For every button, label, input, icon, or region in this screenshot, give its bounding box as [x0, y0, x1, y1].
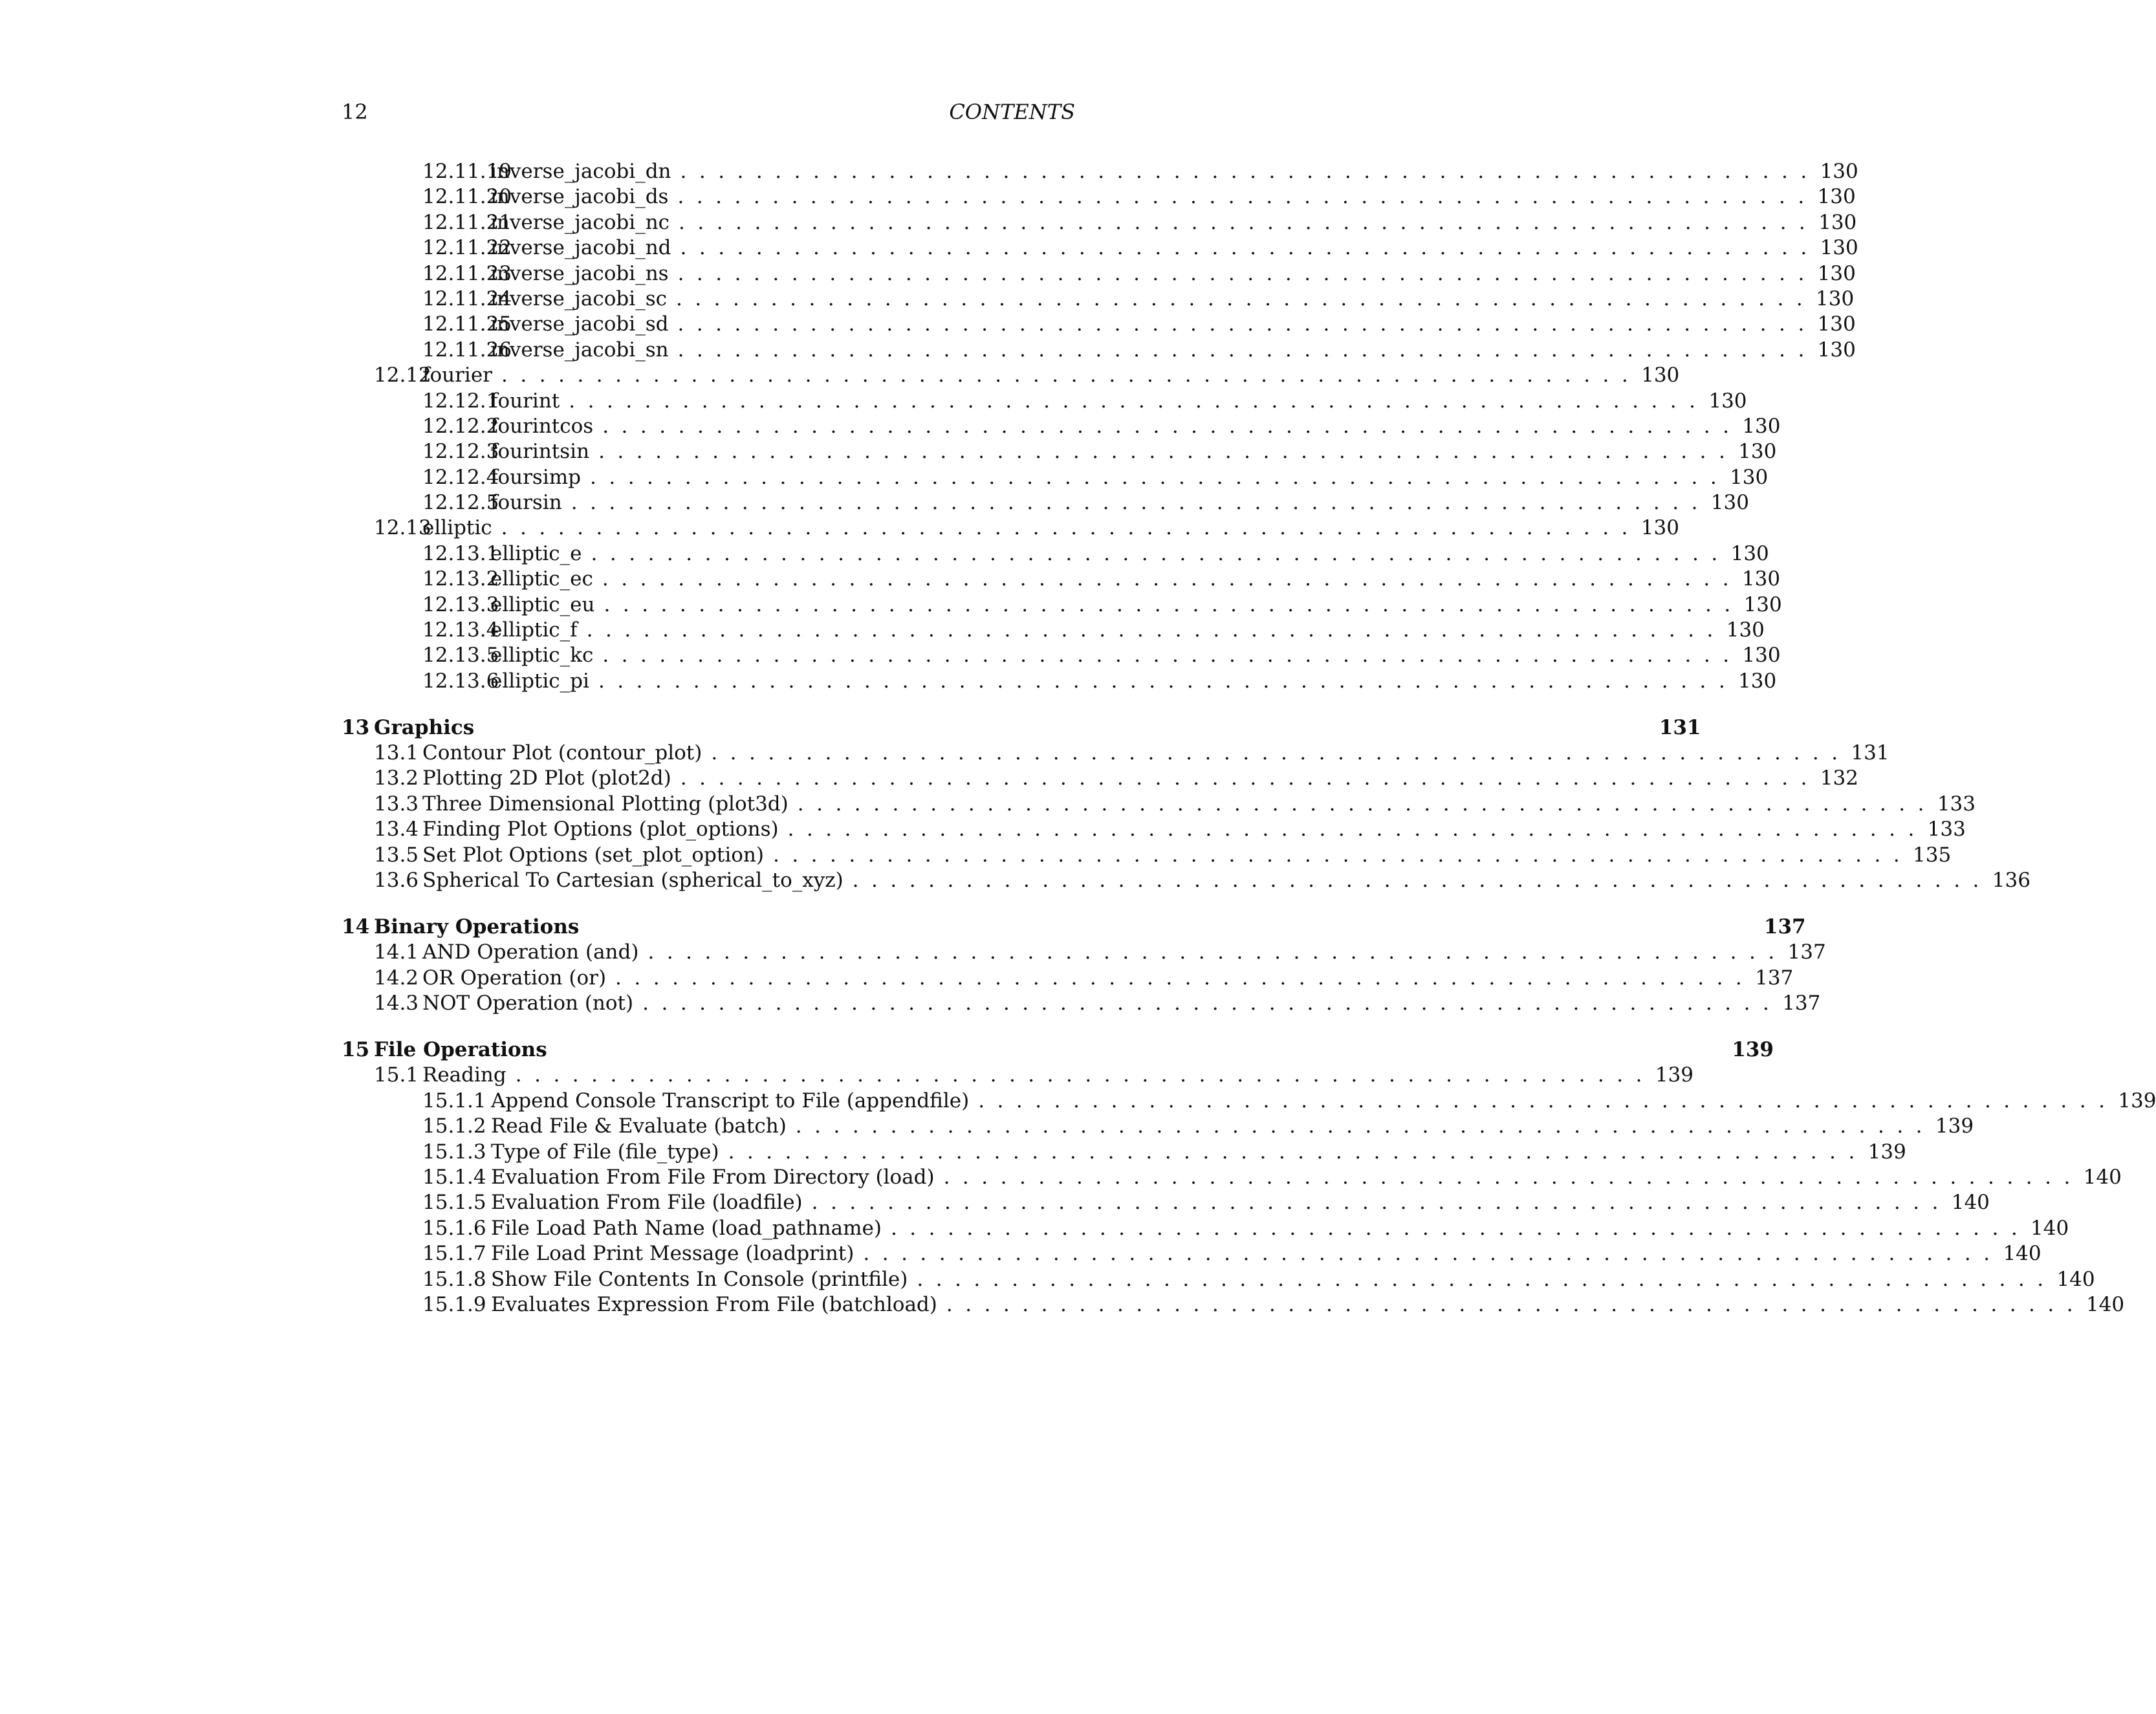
toc-entry-title: inverse_jacobi_sd [490, 312, 669, 336]
toc-entry-page: 130 [1730, 541, 1769, 565]
toc-entry-line [490, 235, 1858, 261]
dot-leader: ............................................................ [501, 516, 1640, 540]
toc-entry-title: Evaluation From File From Directory (load) [491, 1165, 935, 1189]
toc-entry-line [422, 363, 1680, 388]
dot-leader: ............................................................ [680, 236, 1820, 260]
toc-entry-number: 12.11.26 [422, 338, 512, 362]
toc-entry-page: 140 [2003, 1242, 2042, 1266]
toc-entry-page: 133 [1927, 818, 1966, 841]
toc-subsection-entry[interactable] [342, 312, 1856, 337]
toc-subsection-entry[interactable] [342, 210, 1857, 235]
toc-entry-number: 15.1.1 [422, 1089, 486, 1112]
toc-entry-number: 13.2 [374, 766, 419, 790]
toc-entry-page: 130 [1742, 644, 1781, 667]
toc-section-entry[interactable] [342, 792, 1976, 817]
toc-entry-title: Read File & Evaluate (batch) [491, 1114, 787, 1138]
toc-entry-title: Spherical To Cartesian (spherical_to_xyz) [422, 869, 844, 893]
dot-leader: ............................................................ [677, 261, 1817, 285]
toc-entry-line [490, 643, 1781, 668]
toc-entry-number: 13 [342, 715, 370, 739]
dot-leader: ............................................................ [811, 1191, 1951, 1215]
toc-entry-page: 131 [1659, 715, 1701, 739]
toc-entry-title: Finding Plot Options (plot_options) [422, 818, 779, 841]
dot-leader: ............................................................ [677, 312, 1817, 336]
toc-entry-title: Graphics [374, 715, 475, 739]
toc-entry-number: 12.11.21 [422, 210, 512, 234]
toc-entry-title: File Operations [374, 1038, 547, 1061]
toc-entry-number: 15.1.9 [422, 1292, 486, 1316]
toc-entry-page: 137 [1763, 915, 1806, 938]
dot-leader: ............................................................ [602, 644, 1742, 667]
toc-entry-page: 139 [1867, 1140, 1906, 1164]
toc-entry-page: 139 [1655, 1063, 1693, 1087]
toc-entry-title: inverse_jacobi_sc [490, 287, 667, 310]
toc-subsection-entry[interactable] [342, 1165, 2122, 1190]
toc-entry-number: 12.12.4 [422, 465, 499, 489]
toc-entry-number: 13.3 [374, 792, 419, 816]
toc-entry-line [422, 940, 1826, 965]
toc-entry-title: Evaluation From File (loadfile) [491, 1191, 803, 1215]
toc-entry-number: 12.12.3 [422, 440, 499, 464]
dot-leader: ............................................................ [602, 414, 1742, 438]
toc-section-entry[interactable] [342, 741, 1889, 766]
toc-entry-number: 14.1 [374, 940, 419, 964]
toc-section-entry[interactable] [342, 766, 1858, 791]
toc-entry-line [422, 991, 1821, 1016]
toc-entry-number: 15.1 [374, 1063, 419, 1087]
running-head [342, 99, 1075, 125]
toc-entry-page: 130 [1817, 261, 1856, 285]
toc-entry-page: 140 [2056, 1267, 2095, 1291]
toc-entry-title: elliptic_f [490, 618, 578, 642]
toc-subsection-entry[interactable] [342, 184, 1856, 210]
toc-subsection-entry[interactable] [342, 159, 1858, 184]
dot-leader: ............................................................ [728, 1140, 1867, 1164]
toc-subsection-entry[interactable] [342, 1190, 1990, 1215]
toc-entry-number: 15.1.6 [422, 1216, 486, 1240]
toc-entry-title: elliptic_e [490, 541, 582, 565]
toc-entry-line [490, 338, 1856, 363]
toc-entry-title: inverse_jacobi_ns [490, 261, 669, 285]
header-page-number: 12 [342, 100, 368, 124]
toc-entry-title: inverse_jacobi_nc [490, 210, 670, 234]
dot-leader: ............................................................ [772, 843, 1913, 867]
toc-subsection-entry[interactable] [342, 338, 1856, 363]
toc-entry-page: 130 [1738, 440, 1777, 464]
dot-leader: ............................................................ [642, 992, 1782, 1015]
dot-leader: ............................................................ [711, 741, 1851, 765]
toc-entry-line [491, 1165, 2122, 1190]
toc-entry-title: Show File Contents In Console (printfile) [491, 1267, 908, 1291]
toc-section-entry[interactable] [342, 991, 1821, 1016]
dot-leader: ............................................................ [515, 1063, 1655, 1087]
toc-entry-page: 130 [1726, 618, 1765, 642]
dot-leader: ............................................................ [615, 966, 1755, 990]
toc-entry-line [491, 1267, 2095, 1292]
toc-section-entry[interactable] [342, 817, 1966, 842]
toc-entry-page: 137 [1782, 992, 1821, 1015]
toc-entry-page: 130 [1817, 312, 1856, 336]
toc-entry-title: foursimp [490, 465, 581, 489]
toc-entry-page: 132 [1820, 766, 1858, 790]
toc-entry-number: 13.5 [374, 843, 419, 867]
toc-entry-line [374, 715, 1701, 741]
dot-leader: ............................................................ [648, 940, 1787, 964]
toc-entry-page: 137 [1787, 940, 1826, 964]
toc-entry-title: inverse_jacobi_sn [490, 338, 669, 362]
toc-entry-title: elliptic_pi [490, 669, 589, 693]
toc-entry-title: Three Dimensional Plotting (plot3d) [422, 792, 789, 816]
toc-entry-title: Type of File (file_type) [491, 1140, 719, 1164]
toc-subsection-entry[interactable] [342, 1216, 2069, 1241]
toc-entry-line [490, 389, 1747, 414]
toc-entry-number: 12.11.22 [422, 236, 512, 260]
toc-subsection-entry[interactable] [342, 643, 1781, 668]
toc-entry-line [490, 465, 1769, 490]
toc-entry-number: 12.13.5 [422, 644, 499, 667]
dot-leader: ............................................................ [890, 1216, 2031, 1240]
toc-entry-page: 140 [1951, 1191, 1990, 1215]
toc-entry-number: 14 [342, 915, 370, 938]
dot-leader: ............................................................ [797, 792, 1937, 816]
toc-subsection-entry[interactable] [342, 439, 1777, 464]
dot-leader: ............................................................ [978, 1089, 2118, 1112]
dot-leader: ............................................................ [571, 491, 1710, 515]
toc-entry-number: 15 [342, 1038, 370, 1061]
toc-entry-line [490, 567, 1781, 592]
toc-entry-number: 12.12.1 [422, 389, 499, 413]
dot-leader: ............................................................ [569, 389, 1708, 413]
toc-subsection-entry[interactable] [342, 618, 1765, 643]
toc-entry-page: 130 [1641, 363, 1680, 387]
toc-entry-line [490, 669, 1777, 694]
dot-leader: ............................................................ [795, 1114, 1935, 1138]
toc-entry-title: Contour Plot (contour_plot) [422, 741, 702, 765]
toc-entry-line [490, 541, 1769, 567]
toc-entry-page: 130 [1742, 414, 1781, 438]
toc-subsection-entry[interactable] [342, 1140, 1906, 1165]
toc-subsection-entry[interactable] [342, 541, 1769, 567]
toc-entry-title: NOT Operation (not) [422, 992, 634, 1015]
toc-subsection-entry[interactable] [342, 490, 1749, 515]
toc-entry-number: 12.12.5 [422, 491, 499, 515]
toc-entry-title: inverse_jacobi_dn [490, 160, 671, 183]
toc-entry-line [491, 1241, 2042, 1266]
toc-entry-number: 12.13.6 [422, 669, 499, 693]
toc-entry-line [422, 766, 1858, 791]
dot-leader: ............................................................ [943, 1165, 2083, 1189]
dot-leader: ............................................................ [852, 869, 1992, 893]
toc-entry-title: Append Console Transcript to File (appendfile) [491, 1089, 970, 1112]
dot-leader: ............................................................ [677, 338, 1817, 362]
toc-section-entry[interactable] [342, 868, 2031, 893]
toc-entry-page: 130 [1708, 389, 1747, 413]
toc-entry-title: File Load Print Message (loadprint) [491, 1242, 855, 1266]
dot-leader: ............................................................ [598, 440, 1738, 464]
toc-entry-number: 15.1.5 [422, 1191, 486, 1215]
toc-section-entry[interactable] [342, 1063, 1693, 1088]
toc-entry-page: 139 [1732, 1038, 1774, 1061]
toc-entry-page: 140 [2031, 1216, 2069, 1240]
toc-entry-line [422, 792, 1976, 817]
toc-entry-line [490, 184, 1856, 210]
toc-entry-number: 12.13.1 [422, 541, 499, 565]
toc-entry-title: Binary Operations [374, 915, 580, 938]
toc-subsection-entry[interactable] [342, 389, 1747, 414]
toc-entry-number: 14.2 [374, 966, 419, 990]
toc-section-entry[interactable] [342, 515, 1679, 541]
toc-entry-line [374, 915, 1806, 940]
toc-entry-page: 130 [1741, 567, 1781, 591]
toc-subsection-entry[interactable] [342, 235, 1858, 261]
toc-subsection-entry[interactable] [342, 261, 1856, 287]
toc-entry-title: elliptic_eu [490, 592, 595, 616]
dot-leader: ............................................................ [604, 592, 1743, 616]
toc-entry-number: 15.1.8 [422, 1267, 486, 1291]
toc-entry-page: 130 [1743, 592, 1782, 616]
dot-leader: ............................................................ [946, 1292, 2086, 1316]
toc-entry-title: Reading [422, 1063, 506, 1087]
toc-section-entry[interactable] [342, 940, 1826, 965]
toc-entry-line [491, 1190, 1990, 1215]
toc-subsection-entry[interactable] [342, 414, 1781, 439]
toc-subsection-entry[interactable] [342, 669, 1777, 694]
toc-entry-title: Set Plot Options (set_plot_option) [422, 843, 764, 867]
toc-entry-line [422, 817, 1966, 842]
toc-section-entry[interactable] [342, 843, 1952, 868]
toc-entry-line [422, 515, 1679, 541]
toc-entry-title: Evaluates Expression From File (batchload) [491, 1292, 937, 1316]
toc-entry-line [490, 490, 1749, 515]
toc-entry-page: 139 [2118, 1089, 2156, 1112]
toc-entry-page: 139 [1935, 1114, 1974, 1138]
toc-entry-number: 15.1.2 [422, 1114, 486, 1138]
toc-entry-title: Plotting 2D Plot (plot2d) [422, 766, 671, 790]
toc-subsection-entry[interactable] [342, 567, 1781, 592]
table-of-contents [342, 159, 2156, 1318]
toc-entry-page: 140 [2083, 1165, 2122, 1189]
toc-entry-page: 130 [1710, 491, 1749, 515]
toc-subsection-entry[interactable] [342, 592, 1782, 618]
toc-entry-line [374, 1037, 1774, 1063]
dot-leader: ............................................................ [680, 766, 1820, 790]
toc-entry-line [490, 592, 1782, 618]
toc-entry-page: 130 [1817, 338, 1856, 362]
toc-entry-number: 15.1.3 [422, 1140, 486, 1164]
toc-entry-page: 130 [1816, 287, 1855, 310]
toc-entry-page: 130 [1817, 185, 1856, 209]
toc-entry-number: 12.11.23 [422, 261, 512, 285]
toc-entry-title: elliptic_ec [490, 567, 593, 591]
dot-leader: ............................................................ [602, 567, 1742, 591]
toc-entry-title: fourintsin [490, 440, 590, 464]
toc-entry-title: fourint [490, 389, 560, 413]
toc-entry-page: 130 [1738, 669, 1777, 693]
dot-leader: ............................................................ [586, 618, 1726, 642]
dot-leader: ............................................................ [589, 465, 1730, 489]
toc-entry-line [491, 1216, 2069, 1241]
toc-entry-page: 131 [1851, 741, 1889, 765]
toc-entry-page: 135 [1913, 843, 1952, 867]
toc-entry-page: 140 [2085, 1292, 2125, 1316]
toc-entry-title: inverse_jacobi_nd [490, 236, 671, 260]
dot-leader: ............................................................ [679, 210, 1818, 234]
toc-entry-line [422, 1063, 1693, 1088]
toc-entry-number: 12.11.25 [422, 312, 512, 336]
toc-subsection-entry[interactable] [342, 1267, 2095, 1292]
toc-entry-line [491, 1114, 1974, 1139]
toc-chapter-entry[interactable] [342, 715, 1701, 741]
dot-leader: ............................................................ [501, 363, 1641, 387]
toc-entry-number: 13.1 [374, 741, 419, 765]
toc-chapter-entry[interactable] [342, 915, 1806, 940]
toc-entry-line [491, 1089, 2156, 1114]
toc-entry-number: 15.1.4 [422, 1165, 486, 1189]
toc-entry-title: OR Operation (or) [422, 966, 607, 990]
toc-entry-page: 130 [1820, 236, 1858, 260]
toc-entry-line [490, 261, 1856, 287]
toc-entry-number: 12.13.2 [422, 567, 499, 591]
dot-leader: ............................................................ [677, 185, 1817, 209]
dot-leader: ............................................................ [598, 669, 1738, 693]
toc-entry-line [422, 843, 1952, 868]
toc-entry-page: 130 [1730, 465, 1769, 489]
toc-entry-line [490, 312, 1856, 337]
toc-entry-line [491, 1292, 2125, 1318]
toc-chapter-entry[interactable] [342, 1037, 1774, 1063]
toc-entry-line [422, 966, 1794, 991]
toc-entry-line [422, 741, 1889, 766]
toc-entry-title: inverse_jacobi_ds [490, 185, 669, 209]
toc-entry-line [490, 439, 1777, 464]
toc-entry-title: foursin [490, 491, 562, 515]
dot-leader: ............................................................ [917, 1267, 2056, 1291]
dot-leader: ............................................................ [787, 818, 1927, 841]
toc-entry-number: 12.13.4 [422, 618, 499, 642]
toc-entry-line [490, 159, 1858, 184]
toc-entry-number: 12.13.3 [422, 592, 499, 616]
toc-entry-number: 13.6 [374, 869, 419, 893]
toc-entry-number: 14.3 [374, 992, 419, 1015]
toc-section-entry[interactable] [342, 966, 1794, 991]
toc-entry-number: 15.1.7 [422, 1242, 486, 1266]
toc-entry-page: 130 [1640, 516, 1679, 540]
dot-leader: ............................................................ [591, 541, 1730, 565]
dot-leader: ............................................................ [675, 287, 1816, 310]
toc-entry-line [490, 287, 1855, 312]
toc-entry-title: fourier [422, 363, 493, 387]
toc-entry-number: 12.13 [374, 516, 431, 540]
toc-entry-number: 12.12 [374, 363, 431, 387]
toc-entry-number: 12.11.20 [422, 185, 512, 209]
toc-entry-page: 130 [1820, 160, 1858, 183]
dot-leader: ............................................................ [680, 160, 1820, 183]
toc-entry-number: 13.4 [374, 818, 419, 841]
toc-entry-line [491, 1140, 1906, 1165]
toc-subsection-entry[interactable] [342, 287, 1855, 312]
toc-entry-title: elliptic_kc [490, 644, 594, 667]
toc-entry-number: 12.11.24 [422, 287, 512, 310]
toc-entry-title: fourintcos [490, 414, 594, 438]
toc-entry-title: AND Operation (and) [422, 940, 639, 964]
toc-entry-page: 136 [1992, 869, 2031, 893]
toc-entry-number: 12.12.2 [422, 414, 499, 438]
toc-entry-title: File Load Path Name (load_pathname) [491, 1216, 882, 1240]
toc-subsection-entry[interactable] [342, 1089, 2156, 1114]
toc-section-entry[interactable] [342, 363, 1680, 388]
toc-subsection-entry[interactable] [342, 1114, 1974, 1139]
toc-entry-title: elliptic [422, 516, 492, 540]
toc-entry-page: 133 [1937, 792, 1976, 816]
toc-subsection-entry[interactable] [342, 1241, 2042, 1266]
toc-entry-number: 12.11.19 [422, 160, 512, 183]
toc-subsection-entry[interactable] [342, 1292, 2125, 1318]
toc-entry-line [490, 414, 1781, 439]
header-title: CONTENTS [949, 100, 1075, 124]
toc-entry-line [422, 868, 2031, 893]
toc-subsection-entry[interactable] [342, 465, 1769, 490]
toc-entry-page: 137 [1755, 966, 1794, 990]
toc-entry-page: 130 [1818, 210, 1857, 234]
dot-leader: ............................................................ [863, 1242, 2003, 1266]
toc-entry-line [490, 618, 1765, 643]
toc-entry-line [490, 210, 1857, 235]
